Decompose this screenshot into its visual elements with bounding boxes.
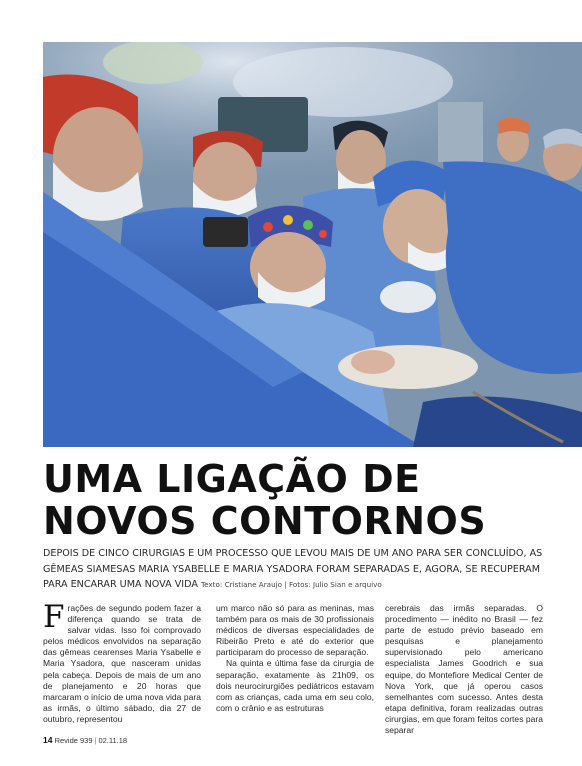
- deck-text: DEPOIS DE CINCO CIRURGIAS E UM PROCESSO QUE LEVOU MAIS DE UM ANO PARA SER CONCLUÍDO, AS GÊMEAS SIAMESAS MARIA YSABELLE E MARIA YSADORA FORAM SEPARADAS E, AGORA, SE RECUPERAM PARA ENCARAR UMA NOVA VIDA: [43, 548, 543, 590]
- body-column-3-text: cerebrais das irmãs separadas. O procedimento — inédito no Brasil — fez parte de estudo prévio baseado em pesquisas e planejamento supervisionado pelo americano especialista James Goodrich e sua equipe, do Montefiore Medical Center de Nova York, que já operou casos semelhantes com sucesso. Antes desta etapa definitiva, foram realizadas outras cirurgias, em que foram feitos cortes para separar: [385, 603, 543, 736]
- headline-line-1: UMA LIGAÇÃO DE: [43, 457, 421, 501]
- drop-cap: F: [43, 599, 65, 635]
- page-folio: [43, 735, 127, 745]
- page-number: 14: [43, 735, 53, 745]
- body-column-1: [43, 599, 201, 725]
- magazine-issue: Revide 939: [54, 736, 93, 745]
- folio-separator: |: [94, 736, 97, 745]
- article-deck: [43, 546, 563, 593]
- body-column-2-paragraph-2: Na quinta e última fase da cirurgia de separação, exatamente às 21h09, os dois neurocirurgiões pediátricos estavam com as crianças, cada uma em seu colo, com o crânio e as estruturas: [216, 658, 374, 713]
- headline-line-2: NOVOS CONTORNOS: [43, 499, 487, 543]
- surgery-photo: [43, 42, 582, 447]
- body-column-2: [216, 603, 374, 714]
- body-column-2-paragraph-1: um marco não só para as meninas, mas também para os mais de 30 profissionais médicos de diversas especialidades de Ribeirão Preto e até do exterior que participaram do processo de separação.: [216, 603, 374, 658]
- article-headline: [43, 458, 563, 542]
- photo-text-credits: Texto: Cristiane Araujo | Fotos: Julio Sian e arquivo: [200, 580, 382, 589]
- body-column-3: [385, 603, 543, 736]
- body-column-1-text: rações de segundo podem fazer a diferença quando se trata de salvar vidas. Isso foi comprovado pelos médicos envolvidos na separação das gêmeas cearenses Maria Ysabelle e Maria Ysadora, que nasceram unidas pela cabeça. Depois de mais de um ano de planejamento e 20 horas que marcaram o início de uma nova vida para as irmãs, o último sábado, dia 27 de outubro, representou: [43, 603, 201, 724]
- issue-date: 02.11.18: [98, 736, 128, 745]
